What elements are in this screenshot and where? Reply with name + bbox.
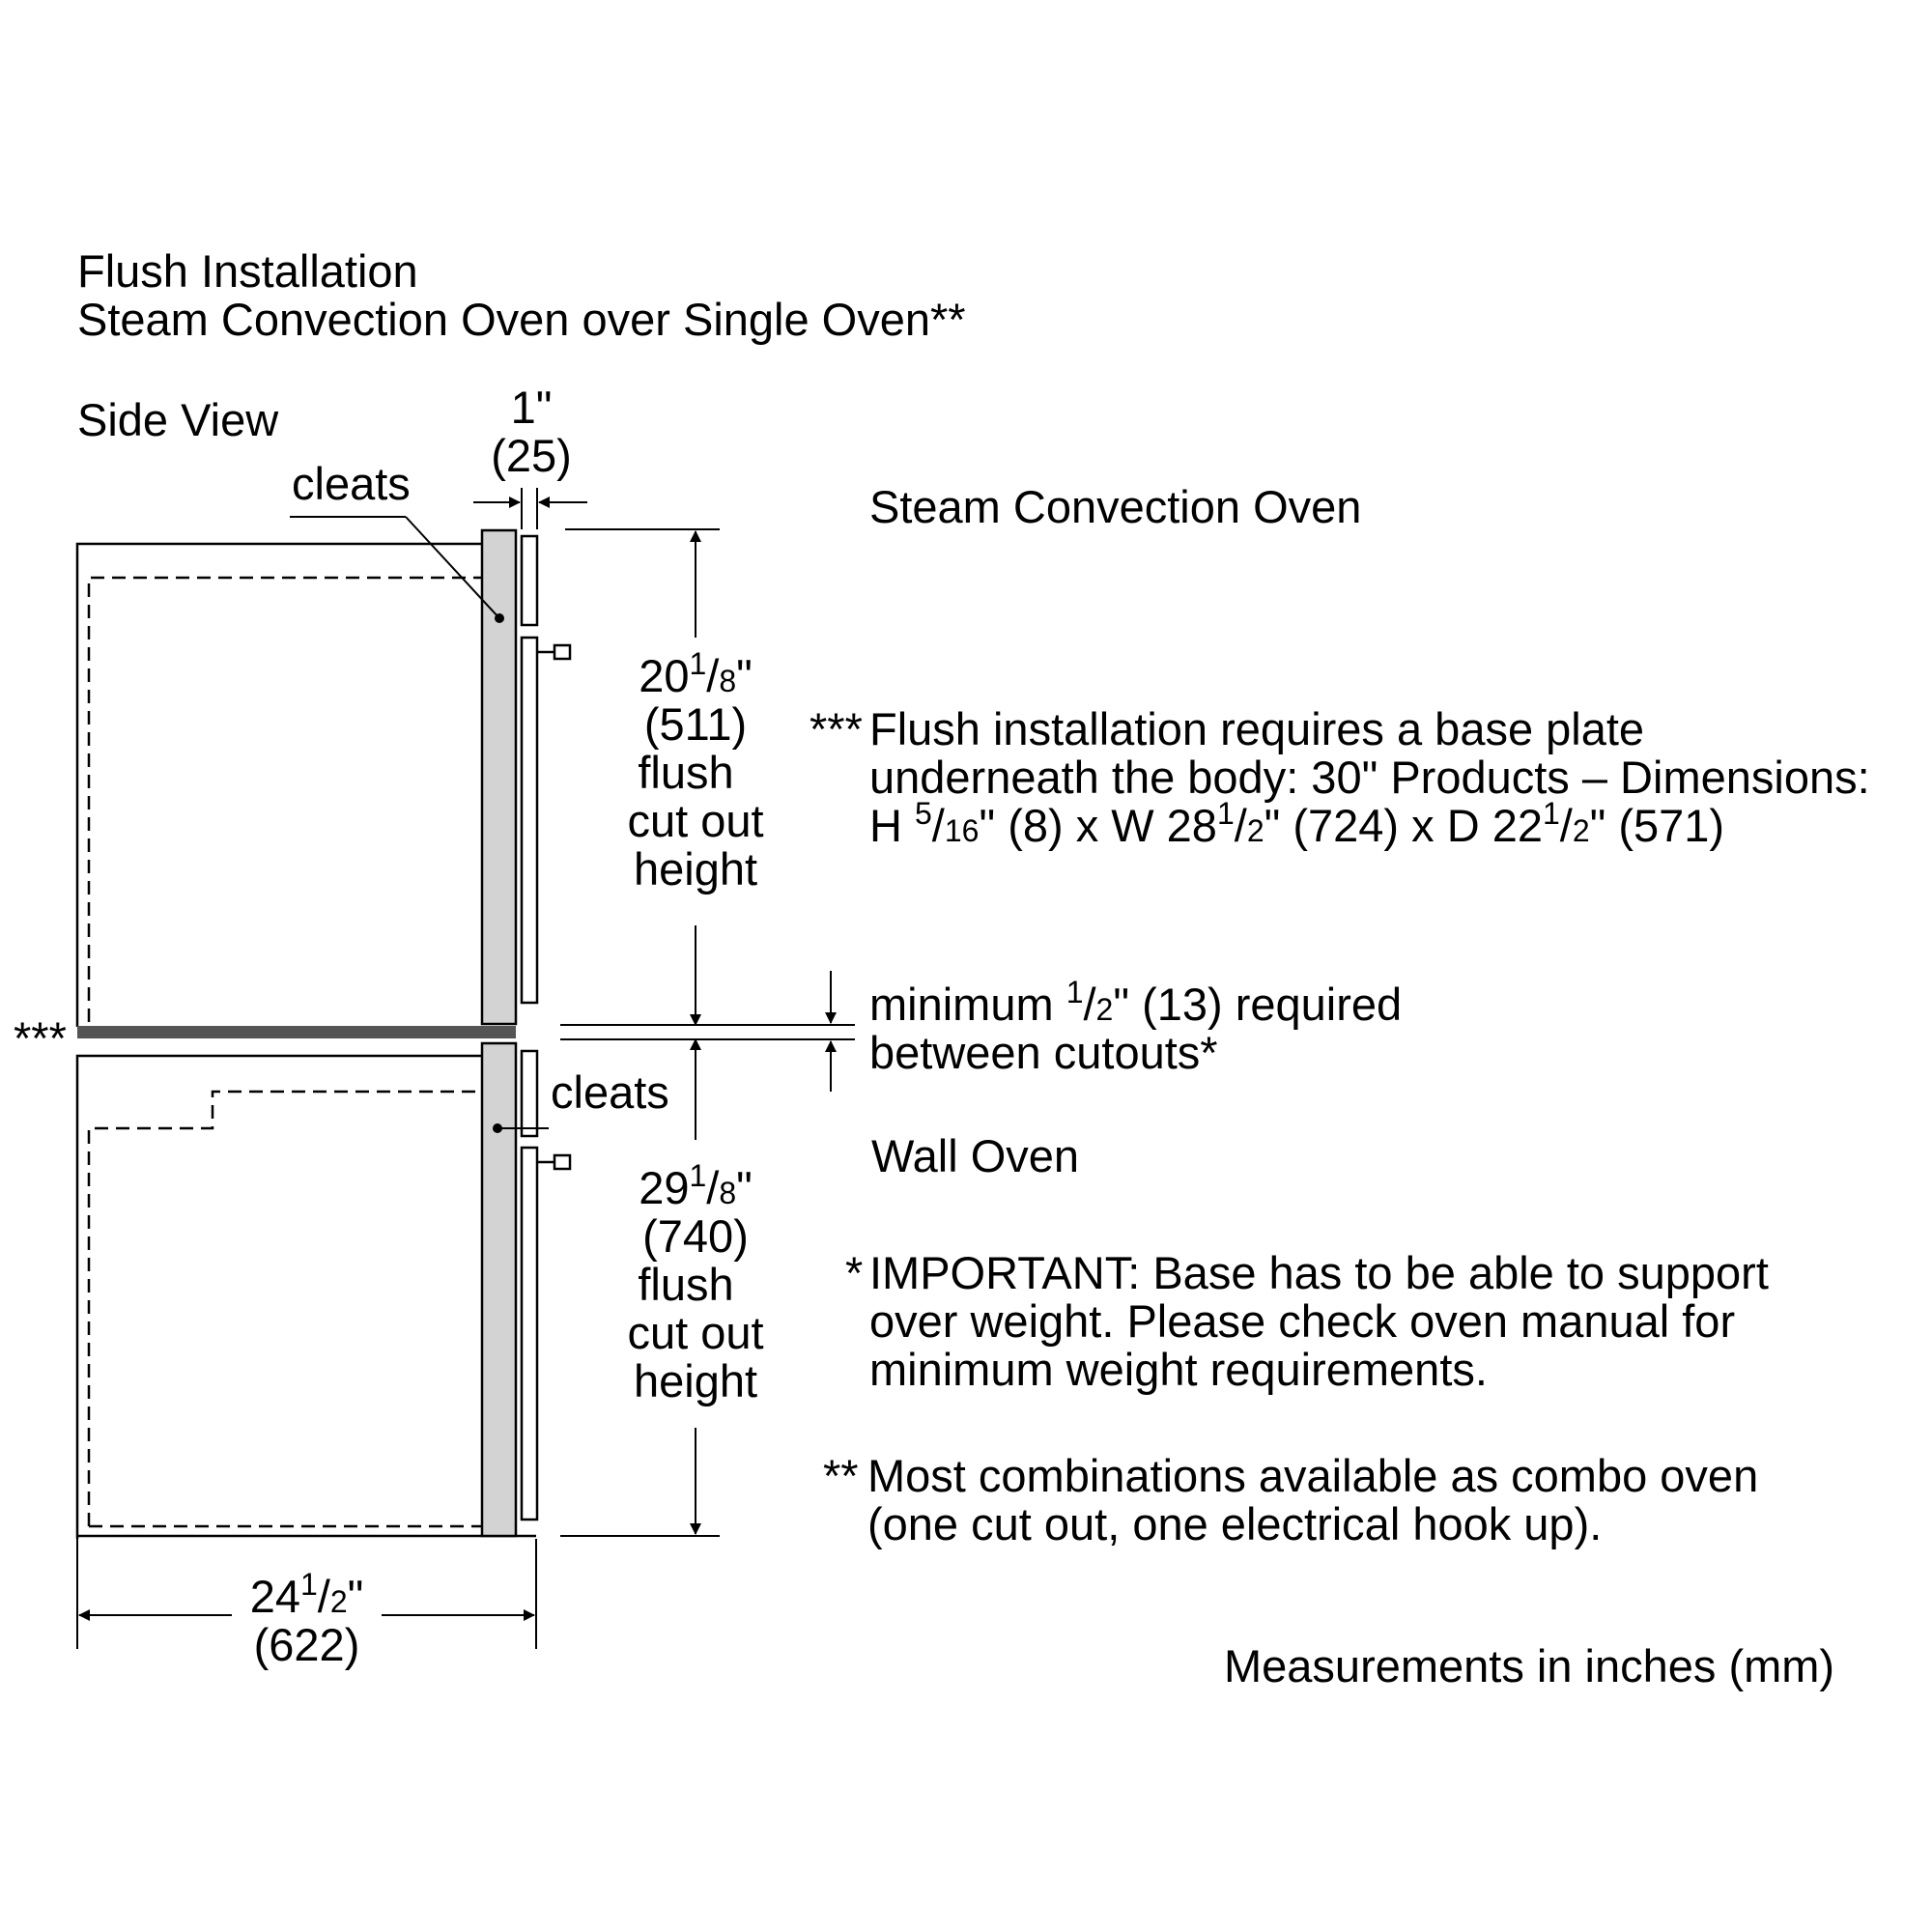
bottom-height-num: 1 (689, 1158, 707, 1193)
base-plate-h-rest: " (8) x W 28 (979, 800, 1217, 851)
note-triple-star-line1: Flush installation requires a base plate (869, 703, 1645, 754)
base-plate-d-den: 2 (1572, 813, 1590, 848)
bottom-height-inches: $29^1/8$" (639, 1158, 753, 1213)
base-plate-d-num: 1 (1542, 796, 1560, 831)
cleats-label-bottom: cleats (551, 1066, 669, 1118)
note-combo-line1: Most combinations available as combo oven (867, 1450, 1759, 1501)
note-combo-marker: ** (823, 1450, 859, 1501)
note-minimum-line1: minimum $^1$/2" (13) required (869, 975, 1403, 1030)
top-height-line1: flush (638, 747, 734, 798)
upper-oven-front (482, 530, 570, 1024)
note-important-line3: minimum weight requirements. (869, 1344, 1488, 1395)
minimum-prefix: minimum (869, 979, 1066, 1030)
top-height-den: 8 (719, 664, 737, 698)
top-height-mm: (511) (643, 698, 748, 750)
base-plate-marker: *** (14, 1012, 67, 1064)
minimum-den: 2 (1095, 992, 1114, 1027)
base-plate-w-den: 2 (1246, 813, 1264, 848)
top-height-line2: cut out (627, 795, 764, 846)
top-height-line3: height (633, 843, 758, 895)
upper-oven-body-outline (89, 578, 483, 1022)
note-important-line1: IMPORTANT: Base has to be able to support (869, 1247, 1769, 1298)
steam-oven-label: Steam Convection Oven (869, 481, 1362, 532)
note-important-line2: over weight. Please check oven manual for (869, 1295, 1736, 1347)
bottom-height-mm: (740) (642, 1210, 749, 1262)
base-plate (77, 1026, 516, 1038)
bottom-height-whole: 29 (639, 1162, 690, 1213)
note-triple-star-line3: H $^5$/16" (8) x W $28^1/2$" (724) x D $22^1/2$" (571) (869, 796, 1725, 851)
width-den: 2 (329, 1584, 348, 1619)
base-plate-h-den: 16 (944, 813, 980, 848)
view-label: Side View (77, 394, 279, 445)
base-plate-w-num: 1 (1216, 796, 1235, 831)
minimum-num: 1 (1065, 975, 1084, 1009)
upper-cabinet (77, 544, 483, 1027)
base-plate-w-rest: " (724) x D 22 (1264, 800, 1543, 851)
base-plate-d-rest: " (571) (1589, 800, 1725, 851)
note-triple-star-marker: *** (810, 703, 863, 754)
note-minimum-line2: between cutouts* (869, 1027, 1218, 1078)
width-inches: $24^1/2$" (249, 1567, 364, 1622)
lower-oven-body-outline (89, 1092, 483, 1526)
base-plate-h-num: 5 (915, 796, 932, 831)
top-height-num: 1 (689, 646, 707, 681)
gap-mm: (25) (491, 430, 572, 481)
lower-cabinet (77, 1056, 536, 1539)
note-important-marker: * (845, 1247, 864, 1298)
width-whole: 24 (249, 1571, 300, 1622)
gap-inches: 1" (510, 382, 553, 433)
wall-oven-label: Wall Oven (871, 1130, 1080, 1181)
note-triple-star-line2: underneath the body: 30" Products – Dimensions: (869, 752, 1870, 803)
bottom-height-den: 8 (719, 1176, 737, 1210)
diagram-subtitle: Steam Convection Oven over Single Oven** (77, 294, 966, 345)
cleats-label-top: cleats (292, 458, 411, 509)
base-plate-h-prefix: H (869, 800, 915, 851)
minimum-rest: " (13) required (1113, 979, 1403, 1030)
units-label: Measurements in inches (mm) (1224, 1640, 1835, 1691)
diagram-title: Flush Installation (77, 245, 418, 297)
bottom-height-line2: cut out (627, 1307, 764, 1358)
bottom-height-line1: flush (638, 1259, 734, 1310)
width-num: 1 (299, 1567, 318, 1602)
note-combo-line2: (one cut out, one electrical hook up). (867, 1498, 1603, 1549)
bottom-height-line3: height (633, 1355, 758, 1406)
width-mm: (622) (253, 1619, 360, 1670)
gap-dimension (473, 488, 587, 529)
top-height-whole: 20 (639, 650, 690, 701)
top-height-inches: $20^1/8$" (639, 646, 753, 701)
